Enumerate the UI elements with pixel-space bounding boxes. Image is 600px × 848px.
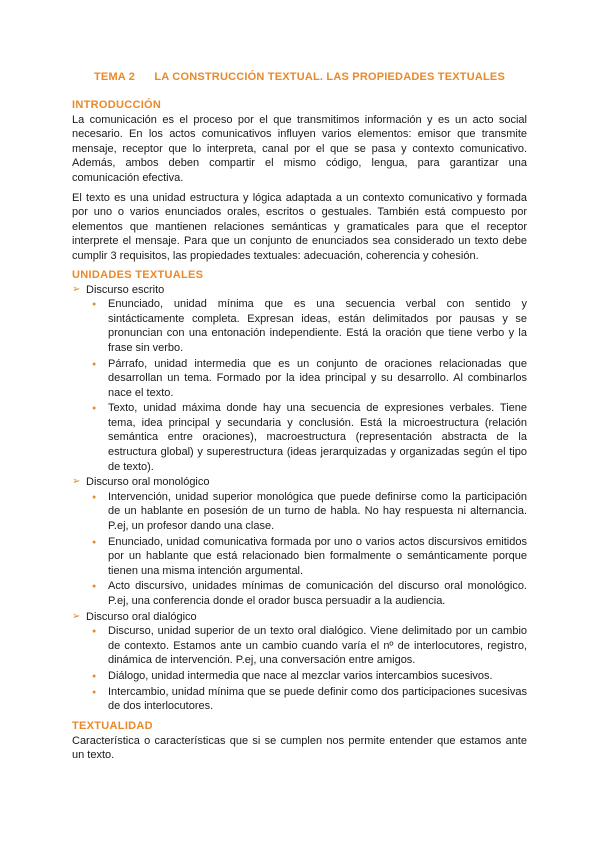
group-label: Discurso escrito [86, 283, 165, 296]
section-heading-unidades: UNIDADES TEXTUALES [72, 268, 204, 281]
topic-number: TEMA 2 [93, 71, 136, 83]
list-item-text: Diálogo, unidad intermedia que nace al mezclar varios intercambios sucesivos. [108, 669, 493, 682]
list-item-text: Párrafo, unidad intermedia que es un conjunto de oraciones relacionadas que desarrollan un tema. Formado por la idea principal y su desarrollo. Al combinarlos nace el texto. [108, 357, 527, 399]
list-item [72, 669, 527, 684]
section-heading-textualidad: TEXTUALIDAD [72, 719, 153, 732]
list-item-text: Acto discursivo, unidades mínimas de comunicación del discurso oral monológico. P.ej, una conferencia donde el orador busca persuadir a la audiencia. [108, 580, 527, 607]
group-label: Discurso oral monológico [86, 476, 210, 489]
bullet-icon: ● [92, 493, 97, 501]
document-title [72, 70, 527, 85]
list-item-text: Enunciado, unidad mínima que es una secuencia verbal con sentido y sintácticamente completa. Expresan ideas, están delimitados por pausas y se pronuncian con una entonación independiente. Está la oración que tiene verbo y la frase sin verbo. [108, 298, 527, 354]
arrow-bullet-icon: ➢ [72, 476, 81, 488]
unit-groups [72, 283, 527, 714]
paragraph: La comunicación es el proceso por el que transmitimos información y es un acto social necesario. En los actos comunicativos influyen varios elementos: emisor que transmite mensaje, receptor que lo interpreta, canal por el que se pasa y contexto comunicativo. Además, ambos deben compartir el mismo código, lengua, para garantizar una comunicación efectiva. [72, 113, 527, 184]
list-item-text: Enunciado, unidad comunicativa formada por uno o varios actos discursivos emitidos por un hablante que está relacionado bien formalmente o semánticamente porque tienen una misma intención argumental. [108, 535, 527, 577]
group-label: Discurso oral dialógico [86, 610, 197, 623]
bullet-icon: ● [92, 360, 97, 368]
bullet-icon: ● [92, 301, 97, 309]
paragraph: Característica o características que si se cumplen nos permite entender que estamos ante un texto. [72, 734, 527, 762]
list-item-text: Texto, unidad máxima donde hay una secuencia de expresiones verbales. Tiene tema, idea principal y secundaria y conclusión. Está la microestructura (relación semántica entre oraciones), macroestructura (representación abstracta de la estructura global) y superestructura (ideas jerarquizadas y organizadas según el tipo de texto). [108, 402, 527, 473]
list-item [72, 297, 527, 355]
list-item [72, 357, 527, 401]
list-item [72, 535, 527, 579]
bullet-icon: ● [92, 628, 97, 636]
bullet-list [72, 297, 527, 474]
list-item [72, 401, 527, 474]
bullet-icon: ● [92, 672, 97, 680]
document-page [72, 70, 527, 768]
group-heading [72, 475, 527, 490]
arrow-bullet-icon: ➢ [72, 610, 81, 622]
topic-title: LA CONSTRUCCIÓN TEXTUAL. LAS PROPIEDADES TEXTUALES [154, 71, 505, 83]
list-item [72, 579, 527, 608]
bullet-list [72, 624, 527, 714]
group-heading [72, 283, 527, 298]
paragraph: El texto es una unidad estructura y lógica adaptada a un contexto comunicativo y formada por uno o varios enunciados orales, escritos o gestuales. También está compuesto por elementos que mantienen relaciones semánticas y gramaticales para que el receptor interprete el mensaje. Para que un conjunto de enunciados sea considerado un texto debe cumplir 3 requisitos, las propiedades textuales: adecuación, coherencia y cohesión. [72, 191, 527, 262]
bullet-icon: ● [92, 538, 97, 546]
list-item-text: Intervención, unidad superior monológica que puede definirse como la participación de un hablante en posesión de un turno de habla. No hay respuesta ni alternancia. P.ej, un profesor dando una clase. [108, 490, 527, 533]
bullet-icon: ● [92, 688, 97, 696]
list-item [72, 624, 527, 668]
list-item [72, 685, 527, 714]
bullet-list [72, 490, 527, 609]
list-item-text: Discurso, unidad superior de un texto oral dialógico. Viene delimitado por un cambio de contexto. Estamos ante un cambio cuando varía el nº de interlocutores, registro, dinámica de intervención. P.ej, una conversación entre amigos. [108, 625, 527, 667]
group-heading [72, 610, 527, 625]
section-heading-introduccion: INTRODUCCIÓN [72, 98, 162, 111]
list-item [72, 490, 527, 534]
bullet-icon: ● [92, 583, 97, 591]
arrow-bullet-icon: ➢ [72, 283, 81, 295]
bullet-icon: ● [92, 405, 97, 413]
list-item-text: Intercambio, unidad mínima que se puede definir como dos participaciones sucesivas de dos interlocutores. [108, 685, 527, 713]
